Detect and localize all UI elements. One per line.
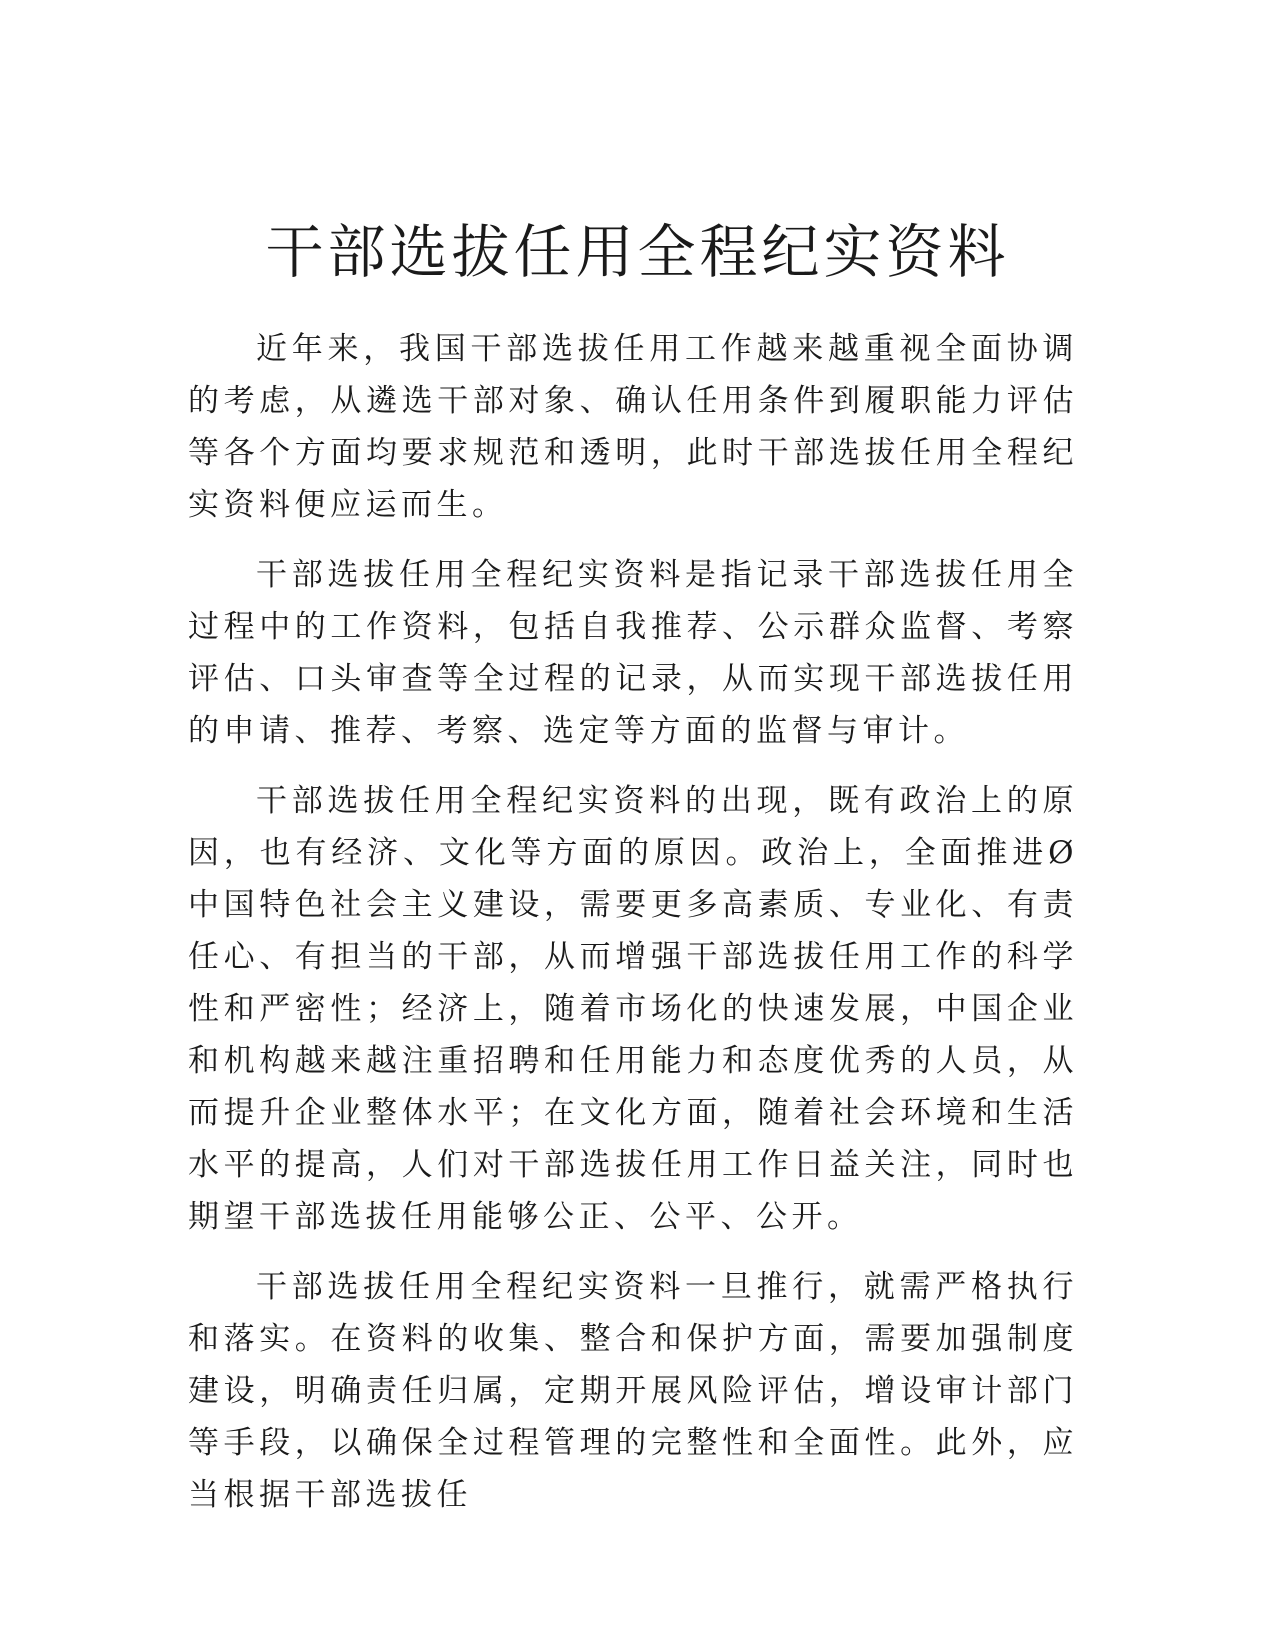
paragraph-1: 近年来，我国干部选拔任用工作越来越重视全面协调的考虑，从遴选干部对象、确认任用条件到履职能力评估等各个方面均要求规范和透明，此时干部选拔任用全程纪实资料便应运而生。 xyxy=(188,331,1078,523)
document-body xyxy=(188,323,1078,1539)
paragraph-2: 干部选拔任用全程纪实资料是指记录干部选拔任用全过程中的工作资料，包括自我推荐、公示群众监督、考察评估、口头审查等全过程的记录，从而实现干部选拔任用的申请、推荐、考察、选定等方面的监督与审计。 xyxy=(188,557,1078,749)
paragraph-4: 干部选拔任用全程纪实资料一旦推行，就需严格执行和落实。在资料的收集、整合和保护方面，需要加强制度建设，明确责任归属，定期开展风险评估，增设审计部门等手段，以确保全过程管理的完整性和全面性。此外，应当根据干部选拔任 xyxy=(188,1269,1078,1513)
document-title: 干部选拔任用全程纪实资料 xyxy=(265,218,1010,286)
paragraph-3: 干部选拔任用全程纪实资料的出现，既有政治上的原因，也有经济、文化等方面的原因。政治上，全面推进Ø中国特色社会主义建设，需要更多高素质、专业化、有责任心、有担当的干部，从而增强干部选拔任用工作的科学性和严密性；经济上，随着市场化的快速发展，中国企业和机构越来越注重招聘和任用能力和态度优秀的人员，从而提升企业整体水平；在文化方面，随着社会环境和生活水平的提高，人们对干部选拔任用工作日益关注，同时也期望干部选拔任用能够公正、公平、公开。 xyxy=(188,783,1078,1235)
